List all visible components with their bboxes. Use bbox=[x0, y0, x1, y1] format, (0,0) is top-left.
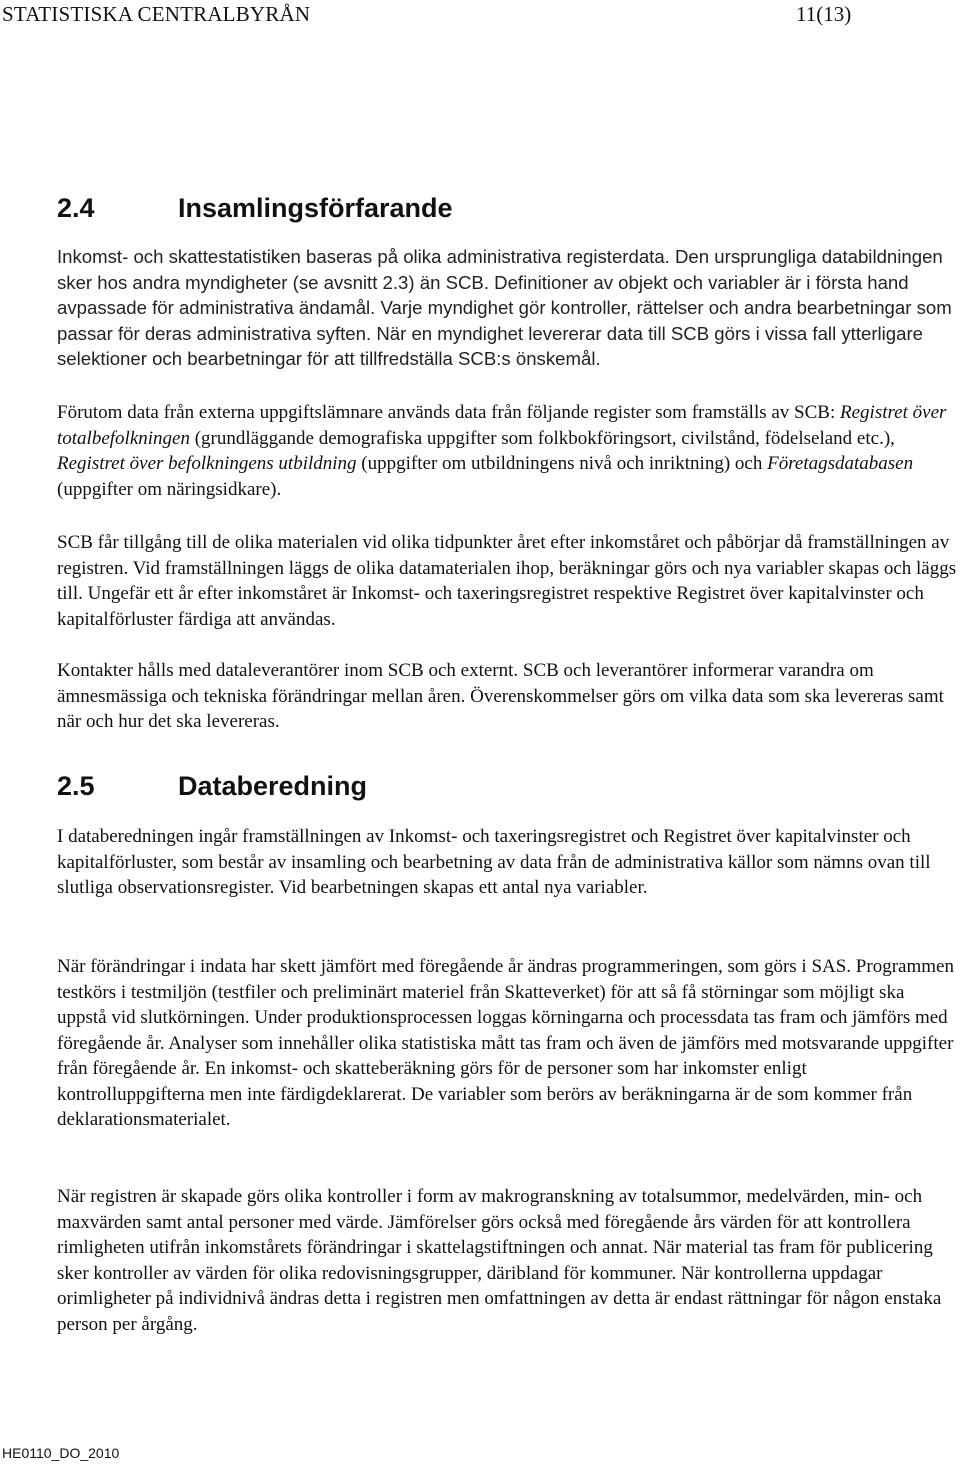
footer-doc-id: HE0110_DO_2010 bbox=[2, 1445, 120, 1461]
section-number: 2.5 bbox=[57, 771, 95, 801]
paragraph-insamling-3: SCB får tillgång till de olika materialen vid olika tidpunkter året efter inkomståret och påbörjar då framställningen av registren. Vid framställningen läggs de olika datamaterialen ihop, beräkningar görs och nya variabler skapas och läggs till. Ungefär ett år efter inkomståret är Inkomst- och taxeringsregistret respektive Registret över kapitalvinster och kapitalförluster färdiga att användas. bbox=[57, 532, 957, 630]
paragraph-databeredning-1: I databeredningen ingår framställningen av Inkomst- och taxeringsregistret och Registret över kapitalvinster och kapitalförluster, som består av insamling och bearbetning av data från de administrativa källor som nämns ovan till slutliga observationsregister. Vid bearbetningen skapas ett antal nya variabler. bbox=[57, 826, 931, 898]
page-header bbox=[0, 2, 960, 32]
paragraph-insamling-4: Kontakter hålls med dataleverantörer inom SCB och externt. SCB och leverantörer informerar varandra om ämnesmässiga och tekniska förändringar mellan åren. Överenskommelser görs om vilka data som ska levereras samt när och hur det ska levereras. bbox=[57, 660, 944, 732]
organization-name: STATISTISKA CENTRALBYRÅN bbox=[2, 2, 311, 26]
page-number: 11(13) bbox=[796, 2, 852, 26]
section-heading-2-5 bbox=[57, 771, 367, 802]
section-title: Insamlingsförfarande bbox=[178, 193, 453, 223]
paragraph-databeredning-2: När förändringar i indata har skett jämfört med föregående år ändras programmeringen, som görs i SAS. Programmen testkörs i testmiljön (testfiler och preliminärt materiel från Skatteverket) för att så få störningar som möjligt ska uppstå vid slutkörningen. Under produktionsprocessen loggas körningarna och processdata tas fram och jämförs med föregående år. Analyser som innehåller olika statistiska mått tas fram och även de jämförs med motsvarande uppgifter från föregående år. En inkomst- och skatteberäkning görs för de personer som har inkomster enligt kontrolluppgifterna men inte färdigdeklarerat. De variabler som berörs av beräkningarna är de som kommer från deklarationsmaterialet. bbox=[57, 956, 954, 1130]
paragraph-databeredning-3: När registren är skapade görs olika kontroller i form av makrogranskning av totalsummor, medelvärden, min- och maxvärden samt antal personer med värde. Jämförelser görs också med föregående års värden för att kontrollera rimligheten utifrån inkomstårets förändringar i skattelagstiftningen och annat. När material tas fram för publicering sker kontroller av värden för olika redovisningsgrupper, däribland för kommuner. När kontrollerna uppdagar orimligheter på individnivå ändras detta i registren men omfattningen av detta är endast rättningar för någon enstaka person per årgång. bbox=[57, 1186, 942, 1335]
section-heading-2-4 bbox=[57, 193, 453, 224]
section-title: Databeredning bbox=[178, 771, 368, 801]
section-number: 2.4 bbox=[57, 193, 95, 223]
paragraph-insamling-1: Inkomst- och skattestatistiken baseras på olika administrativa registerdata. Den ursprungliga databildningen sker hos andra myndigheter (se avsnitt 2.3) än SCB. Definitioner av objekt och variabler är i första hand avpassade för administrativa ändamål. Varje myndighet gör kontroller, rättelser och andra bearbetningar som passar för deras administrativa syften. När en myndighet levererar data till SCB görs i vissa fall ytterligare selektioner och bearbetningar för att tillfredställa SCB:s önskemål. bbox=[57, 246, 952, 369]
paragraph-insamling-2: Förutom data från externa uppgiftslämnare används data från följande register som framställs av SCB: Registret över totalbefolkningen (grundläggande demografiska uppgifter som folkbokföringsort, civilstånd, födelseland etc.), Registret över befolkningens utbildning (uppgifter om utbildningens nivå och inriktning) och Företagsdatabasen (uppgifter om näringsidkare). bbox=[57, 402, 947, 500]
